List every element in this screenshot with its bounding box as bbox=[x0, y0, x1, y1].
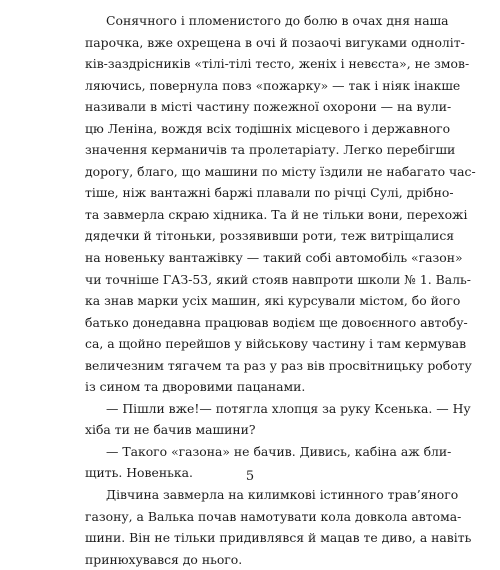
paragraph-1-line-4: ляючись, повернула повз «пожарку» — так і ніяк інакше bbox=[85, 77, 461, 93]
paragraph-1-line-1: Сонячного і пломенистого до болю в очах дня наша bbox=[106, 13, 449, 28]
paragraph-1-line-13: чи точніше ГАЗ-53, який стояв навпроти школи № 1. Валь- bbox=[85, 271, 471, 287]
paragraph-1-line-5: називали в місті частину пожежної охорони — на вули- bbox=[85, 99, 452, 115]
paragraph-1-line-11: дядечки й тітоньки, роззявивши роти, теж витріщалися bbox=[85, 228, 455, 244]
paragraph-1-line-7: значення керманичів та пролетаріату. Легко перебігши bbox=[85, 142, 456, 158]
paragraph-1-line-9: тіше, ніж вантажні баржі плавали по річці Сулі, дрібно- bbox=[85, 185, 454, 201]
dialogue-2-line-2: щить. Новенька. bbox=[85, 465, 193, 481]
paragraph-1-line-6: цю Леніна, вождя всіх тодішніх місцевого і державного bbox=[85, 120, 451, 136]
paragraph-2-line-2: газону, а Валька почав намотувати кола довкола автома- bbox=[85, 508, 462, 524]
dialogue-2-line-1: — Такого «газона» не бачив. Дивись, кабіна аж бли- bbox=[106, 443, 452, 459]
dialogue-1-line-2: хіба ти не бачив машини? bbox=[85, 422, 256, 438]
paragraph-2-line-4: принюхувався до нього. bbox=[85, 551, 243, 567]
paragraph-1-line-17: величезним тягачем та раз у раз вів просвітницьку роботу bbox=[85, 357, 472, 373]
page-number: 5 bbox=[245, 469, 255, 484]
paragraph-1-line-3: ків-заздрісників «тілі-тілі тесто, женіх і невєста», не змов- bbox=[85, 56, 470, 72]
paragraph-1-line-2: парочка, вже охрещена в очі й позаочі вигуками однолiт- bbox=[85, 34, 465, 50]
paragraph-1-line-16: са, а щойно перейшов у військову частину і там кермував bbox=[85, 336, 467, 352]
paragraph-1-line-8: дорогу, благо, що машини по місту їздили не набагато час- bbox=[85, 163, 476, 179]
body-text bbox=[85, 10, 476, 570]
paragraph-1-line-18: із сином та дворовими пацанами. bbox=[85, 379, 306, 395]
paragraph-1-line-10: та завмерла скраю хідника. Та й не тільки вони, перехожі bbox=[85, 206, 468, 222]
dialogue-1-line-1: — Пішли вже!— потягла хлопця за руку Ксенька. — Ну bbox=[106, 400, 471, 416]
paragraph-1-line-14: ка знав марки усіх машин, які курсували містом, бо його bbox=[85, 293, 461, 309]
paragraph-1-line-15: батько донедавна працював водієм ще довоєнного автобу- bbox=[85, 314, 468, 330]
paragraph-1-line-12: на новеньку вантажівку — такий собі автомобіль «газон» bbox=[85, 250, 463, 266]
paragraph-2-line-3: шини. Він не тільки придивлявся й мацав те диво, а навіть bbox=[85, 530, 472, 546]
paragraph-2-line-1: Дівчина завмерла на килимкові істинного трав’яного bbox=[106, 487, 459, 503]
